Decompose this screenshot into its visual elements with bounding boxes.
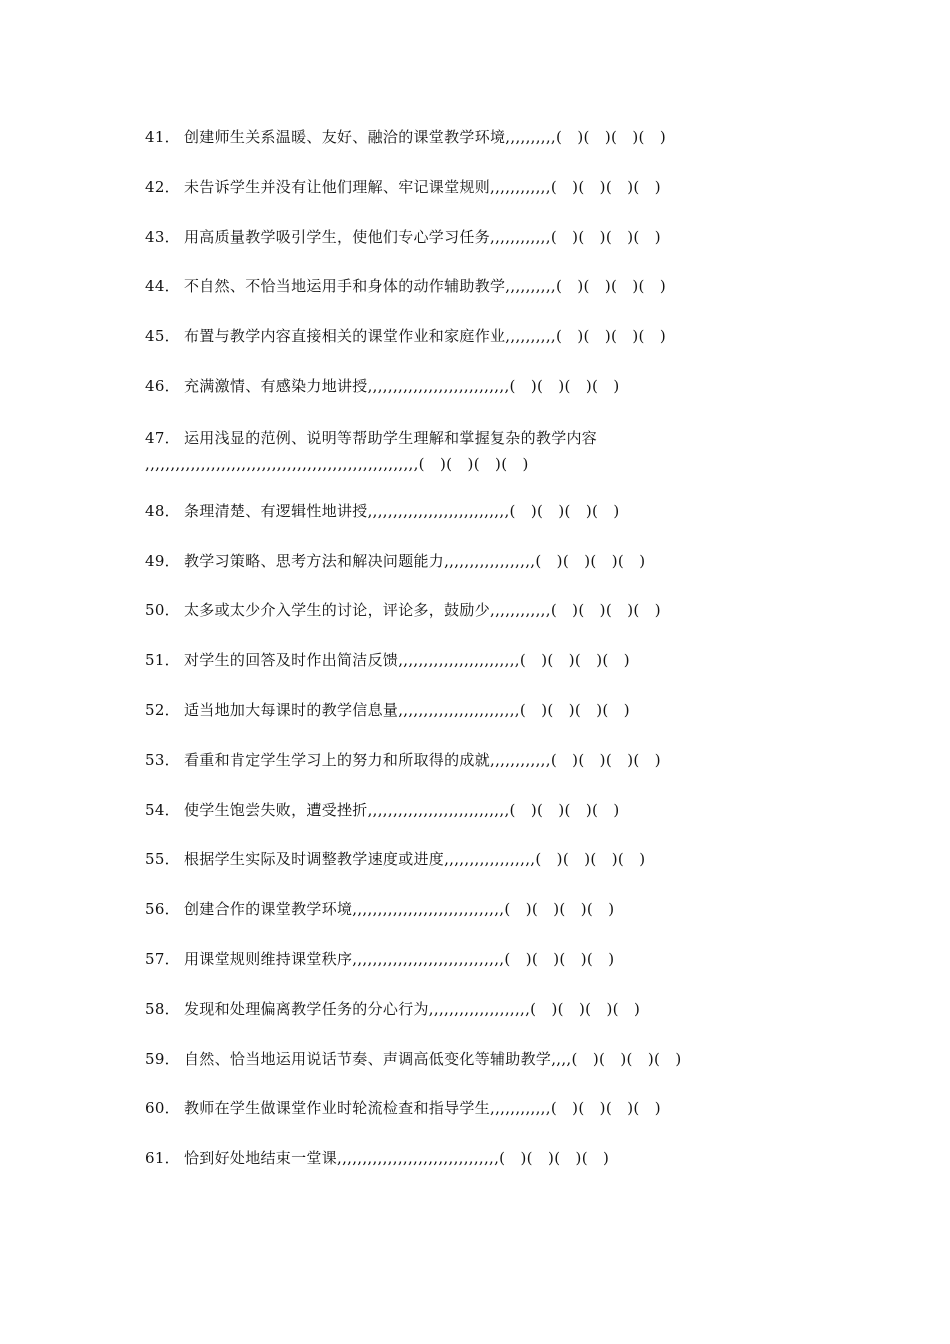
item-text-continuation: ,,,,,,,,,,,,,,,,,,,,,,,,,,,,,,,,,,,,,,,,,,,,,,,,,,,,,,( )( )( )( ): [145, 454, 529, 473]
list-item: [145, 599, 845, 621]
item-number: 59．: [145, 1049, 180, 1068]
item-text: 教师在学生做课堂作业时轮流检查和指导学生,,,,,,,,,,,,( )( )( )( ): [184, 1099, 661, 1118]
list-item: [145, 126, 845, 148]
questionnaire-items: [145, 126, 845, 1197]
item-number: 48．: [145, 501, 180, 520]
list-item: [145, 375, 845, 397]
list-item: [145, 749, 845, 771]
item-text: 发现和处理偏离教学任务的分心行为,,,,,,,,,,,,,,,,,,,,( )( )( )( ): [184, 999, 641, 1018]
item-number: 53．: [145, 750, 180, 769]
item-number: 56．: [145, 900, 180, 919]
item-number: 55．: [145, 850, 180, 869]
item-number: 57．: [145, 949, 180, 968]
item-number: 49．: [145, 551, 180, 570]
item-number: 60．: [145, 1099, 180, 1118]
item-text: 运用浅显的范例、说明等帮助学生理解和掌握复杂的教学内容: [184, 428, 598, 447]
item-text: 布置与教学内容直接相关的课堂作业和家庭作业,,,,,,,,,,( )( )( )( ): [184, 327, 667, 346]
item-number: 58．: [145, 999, 180, 1018]
list-item: [145, 1097, 845, 1119]
list-item: [145, 275, 845, 297]
list-item: [145, 425, 845, 473]
list-item: [145, 799, 845, 821]
item-number: 42．: [145, 177, 180, 196]
list-item: [145, 226, 845, 248]
list-item: [145, 699, 845, 721]
item-text: 使学生饱尝失败，遭受挫折,,,,,,,,,,,,,,,,,,,,,,,,,,,,( )( )( )( ): [184, 800, 620, 819]
list-item: [145, 176, 845, 198]
list-item: [145, 848, 845, 870]
item-number: 46．: [145, 376, 180, 395]
item-text: 用课堂规则维持课堂秩序,,,,,,,,,,,,,,,,,,,,,,,,,,,,,,( )( )( )( ): [184, 949, 615, 968]
item-number: 52．: [145, 700, 180, 719]
item-text: 适当地加大每课时的教学信息量,,,,,,,,,,,,,,,,,,,,,,,,( )( )( )( ): [184, 700, 630, 719]
list-item: [145, 500, 845, 522]
item-number: 51．: [145, 651, 180, 670]
item-text: 自然、恰当地运用说话节奏、声调高低变化等辅助教学,,,,( )( )( )( ): [184, 1049, 682, 1068]
item-number: 61．: [145, 1149, 180, 1168]
item-text: 条理清楚、有逻辑性地讲授,,,,,,,,,,,,,,,,,,,,,,,,,,,,( )( )( )( ): [184, 501, 620, 520]
list-item: [145, 325, 845, 347]
list-item: [145, 1147, 845, 1169]
list-item: [145, 898, 845, 920]
item-text: 看重和肯定学生学习上的努力和所取得的成就,,,,,,,,,,,,( )( )( )( ): [184, 750, 661, 769]
item-text: 不自然、不恰当地运用手和身体的动作辅助教学,,,,,,,,,,( )( )( )( ): [184, 277, 667, 296]
list-item: [145, 649, 845, 671]
item-number: 41．: [145, 128, 180, 146]
item-text: 创建合作的课堂教学环境,,,,,,,,,,,,,,,,,,,,,,,,,,,,,,( )( )( )( ): [184, 900, 615, 919]
item-text: 用高质量教学吸引学生，使他们专心学习任务,,,,,,,,,,,,( )( )( )( ): [184, 227, 661, 246]
list-item: [145, 1048, 845, 1070]
item-number: 43．: [145, 227, 180, 246]
item-text: 太多或太少介入学生的讨论，评论多，鼓励少,,,,,,,,,,,,( )( )( )( ): [184, 601, 661, 620]
item-text: 对学生的回答及时作出简洁反馈,,,,,,,,,,,,,,,,,,,,,,,,( )( )( )( ): [184, 651, 630, 670]
item-number: 44．: [145, 277, 180, 296]
item-text: 恰到好处地结束一堂课,,,,,,,,,,,,,,,,,,,,,,,,,,,,,,,,( )( )( )( ): [184, 1149, 610, 1168]
item-text: 创建师生关系温暖、友好、融洽的课堂教学环境,,,,,,,,,,( )( )( )( ): [184, 128, 667, 146]
item-number: 45．: [145, 327, 180, 346]
item-number: 47．: [145, 428, 180, 447]
item-text: 充满激情、有感染力地讲授,,,,,,,,,,,,,,,,,,,,,,,,,,,,( )( )( )( ): [184, 376, 620, 395]
item-text: 未告诉学生并没有让他们理解、牢记课堂规则,,,,,,,,,,,,( )( )( )( ): [184, 177, 661, 196]
list-item: [145, 998, 845, 1020]
item-text: 教学习策略、思考方法和解决问题能力,,,,,,,,,,,,,,,,,,( )( )( )( ): [184, 551, 646, 570]
item-text: 根据学生实际及时调整教学速度或进度,,,,,,,,,,,,,,,,,,( )( )( )( ): [184, 850, 646, 869]
item-number: 54．: [145, 800, 180, 819]
list-item: [145, 948, 845, 970]
item-number: 50．: [145, 601, 180, 620]
list-item: [145, 550, 845, 572]
